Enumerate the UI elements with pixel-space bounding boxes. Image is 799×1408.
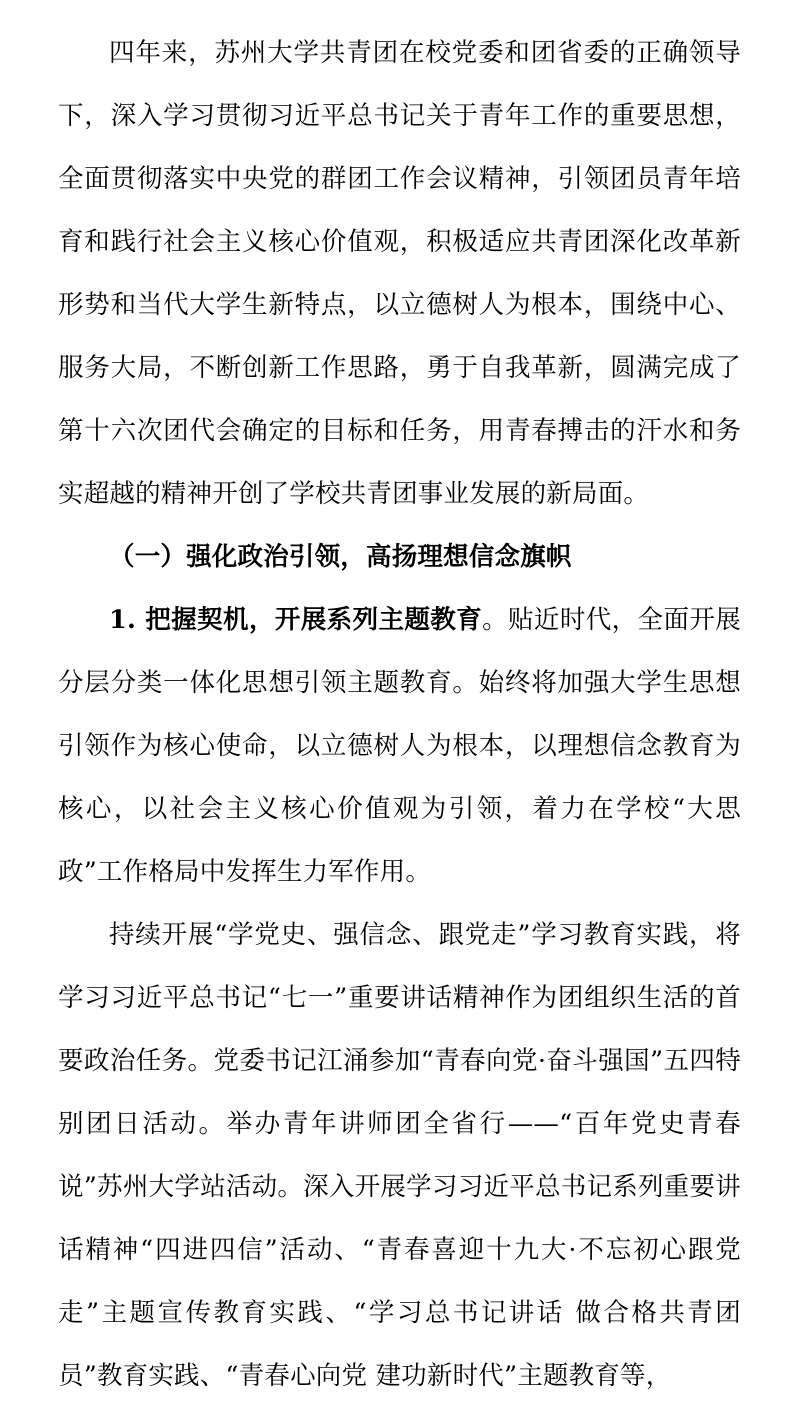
subsection-body-run: 。贴近时代，全面开展分层分类一体化思想引领主题教育。始终将加强大学生思想引领作为核心使命，以立德树人为根本，以理想信念教育为核心，以社会主义核心价值观为引领，着力在学校“大思政”工作格局中发挥生力军作用。 <box>58 605 741 887</box>
paragraph-activities: 持续开展“学党史、强信念、跟党走”学习教育实践，将学习习近平总书记“七一”重要讲话精神作为团组织生活的首要政治任务。党委书记江涌参加“青春向党·奋斗强国”五四特别团日活动。举办青年讲师团全省行——“百年党史青春说”苏州大学站活动。深入开展学习习近平总书记系列重要讲话精神“四进四信”活动、“青春喜迎十九大·不忘初心跟党走”主题宣传教育实践、“学习总书记讲话 做合格共青团员”教育实践、“青春心向党 建功新时代”主题教育等， <box>58 920 741 1391</box>
subsection-lead-run: 1. 把握契机，开展系列主题教育 <box>109 605 483 635</box>
document-body <box>58 22 741 1408</box>
paragraph-subsection-one <box>58 589 741 904</box>
section-heading-one: （一）强化政治引领，高扬理想信念旗帜 <box>109 542 572 572</box>
paragraph-summary: 四年来，苏州大学共青团在校党委和团省委的正确领导下，深入学习贯彻习近平总书记关于青年工作的重要思想，全面贯彻落实中央党的群团工作会议精神，引领团员青年培育和践行社会主义核心价值观，积极适应共青团深化改革新形势和当代大学生新特点，以立德树人为根本，围绕中心、服务大局，不断创新工作思路，勇于自我革新，圆满完成了第十六次团代会确定的目标和任务，用青春搏击的汗水和务实超越的精神开创了学校共青团事业发展的新局面。 <box>58 38 741 509</box>
